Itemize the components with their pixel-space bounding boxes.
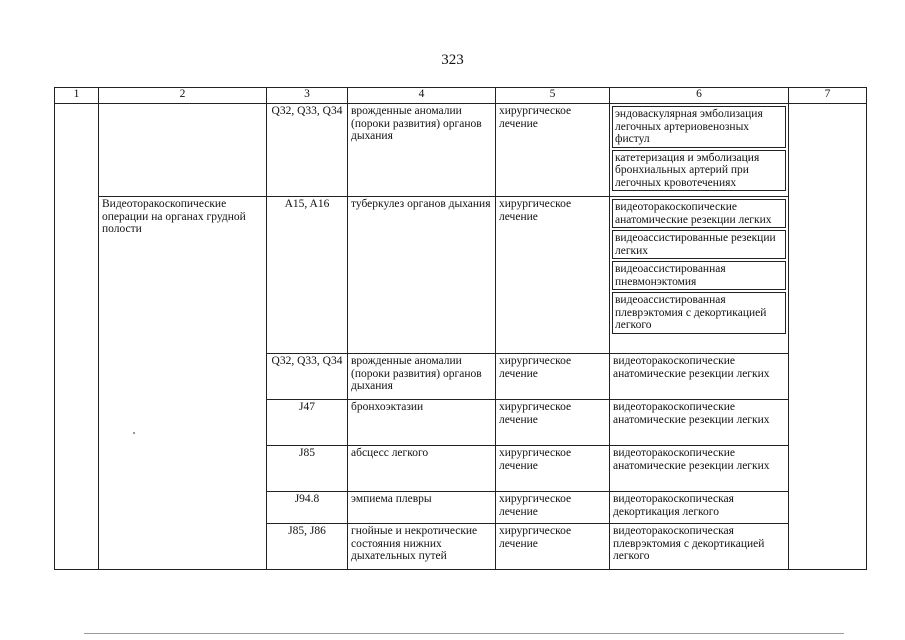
cell-diagnosis: туберкулез органов дыхания (348, 197, 496, 354)
scan-edge-line (84, 633, 844, 634)
page-number: 323 (441, 52, 464, 68)
cell-codes: Q32, Q33, Q34 (267, 104, 348, 197)
cell-codes: A15, A16 (267, 197, 348, 354)
cell-col7 (789, 104, 867, 570)
method-item: видеоассистированная пневмонэктомия (612, 261, 786, 290)
table-row (55, 197, 867, 354)
column-header: 4 (348, 88, 496, 104)
cell-diagnosis: врожденные аномалии (пороки развития) органов дыхания (348, 104, 496, 197)
cell-treatment: хирургическое лечение (496, 400, 610, 446)
cell-diagnosis: гнойные и некротические состояния нижних дыхательных путей (348, 524, 496, 570)
cell-treatment: хирургическое лечение (496, 104, 610, 197)
column-header: 3 (267, 88, 348, 104)
column-header: 6 (610, 88, 789, 104)
cell-treatment: хирургическое лечение (496, 524, 610, 570)
cell-codes: J85, J86 (267, 524, 348, 570)
cell-section-title: Видеоторакоскопические операции на органах грудной полости (99, 197, 267, 570)
method-item: катетеризация и эмболизация бронхиальных артерий при легочных кровотечениях (612, 150, 786, 192)
cell-diagnosis: абсцесс легкого (348, 446, 496, 492)
cell-treatment: хирургическое лечение (496, 492, 610, 524)
cell-col1 (55, 104, 99, 570)
column-header: 7 (789, 88, 867, 104)
cell-methods (610, 197, 789, 354)
cell-codes: J85 (267, 446, 348, 492)
method-item: видеоторакоскопические анатомические резекции легких (612, 199, 786, 228)
cell-diagnosis: врожденные аномалии (пороки развития) органов дыхания (348, 354, 496, 400)
cell-methods: видеоторакоскопические анатомические резекции легких (610, 446, 789, 492)
method-item: видеоассистированная плеврэктомия с декортикацией легкого (612, 292, 786, 334)
cell-methods: видеоторакоскопическая плеврэктомия с декортикацией легкого (610, 524, 789, 570)
column-header: 1 (55, 88, 99, 104)
cell-methods: видеоторакоскопические анатомические резекции легких (610, 400, 789, 446)
cell-treatment: хирургическое лечение (496, 197, 610, 354)
table-row (55, 104, 867, 197)
cell-treatment: хирургическое лечение (496, 354, 610, 400)
cell-codes: J47 (267, 400, 348, 446)
cell-codes: Q32, Q33, Q34 (267, 354, 348, 400)
cell-diagnosis: эмпиема плевры (348, 492, 496, 524)
procedures-table (54, 87, 867, 570)
method-item: видеоассистированные резекции легких (612, 230, 786, 259)
cell-methods (610, 104, 789, 197)
scan-speck (133, 432, 135, 434)
cell-col2 (99, 104, 267, 197)
cell-treatment: хирургическое лечение (496, 446, 610, 492)
method-item: эндоваскулярная эмболизация легочных артериовенозных фистул (612, 106, 786, 148)
cell-methods: видеоторакоскопическая декортикация легкого (610, 492, 789, 524)
cell-codes: J94.8 (267, 492, 348, 524)
column-header: 2 (99, 88, 267, 104)
column-header: 5 (496, 88, 610, 104)
table-header-row (55, 88, 867, 104)
cell-diagnosis: бронхоэктазии (348, 400, 496, 446)
cell-methods: видеоторакоскопические анатомические резекции легких (610, 354, 789, 400)
